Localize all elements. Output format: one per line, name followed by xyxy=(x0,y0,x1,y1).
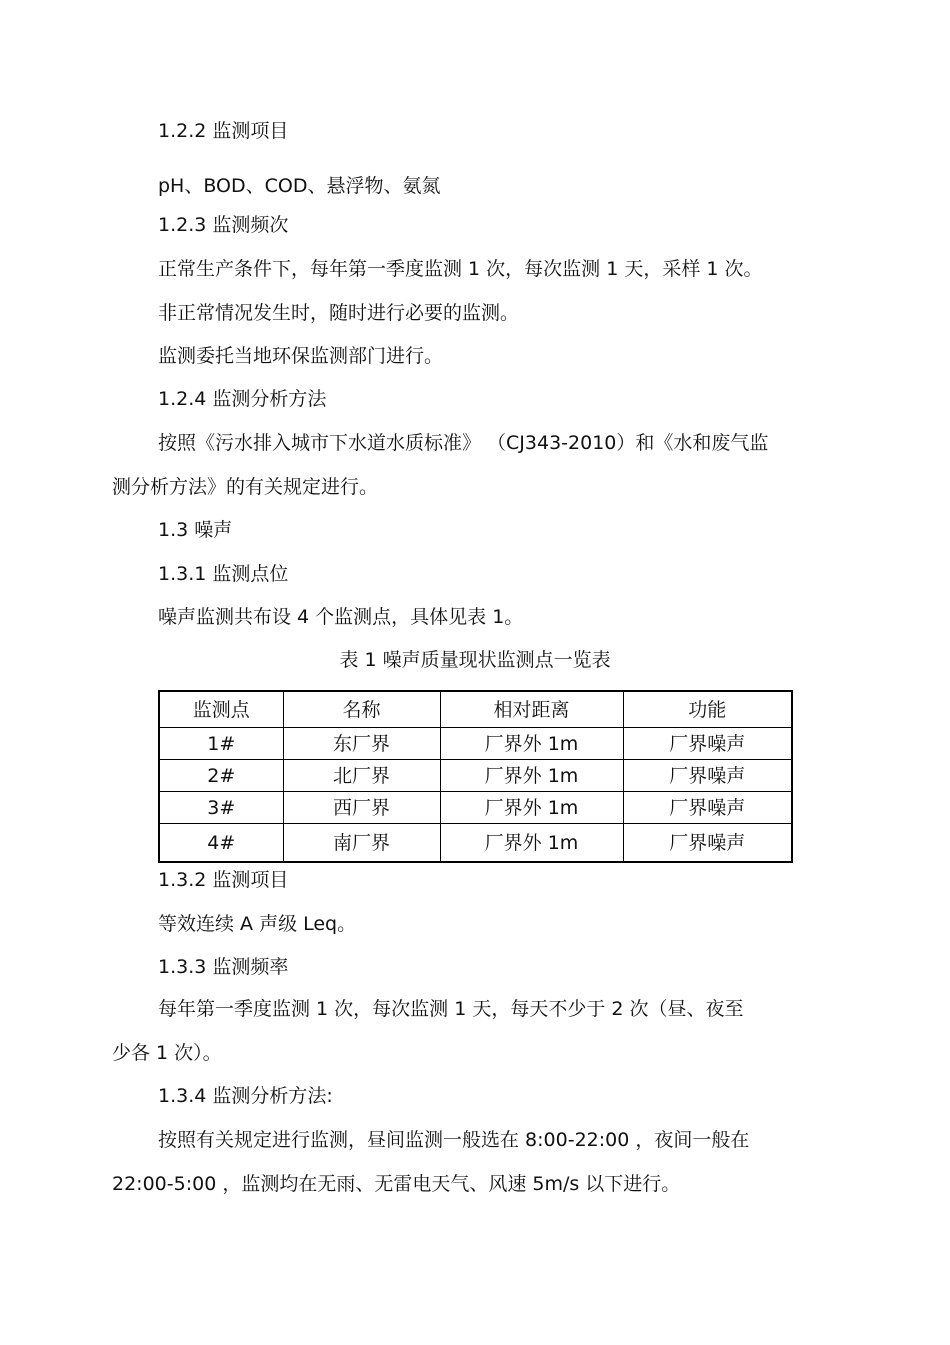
line-3: 1.2.3 监测频次 xyxy=(158,214,289,236)
table-cell: 厂界噪声 xyxy=(623,824,792,863)
table-cell: 3# xyxy=(159,792,283,824)
line-10: 1.3 噪声 xyxy=(158,519,233,541)
table-cell: 南厂界 xyxy=(283,824,440,863)
table-cell: 东厂界 xyxy=(283,728,440,760)
line-13: 1.3.2 监测项目 xyxy=(158,869,289,891)
table-caption: 表 1 噪声质量现状监测点一览表 xyxy=(339,649,611,671)
line-11: 1.3.1 监测点位 xyxy=(158,563,289,585)
table-row xyxy=(159,760,792,792)
table-header-cell: 相对距离 xyxy=(440,691,623,728)
line-18: 1.3.4 监测分析方法: xyxy=(158,1085,333,1107)
table-cell: 厂界外 1m xyxy=(440,824,623,863)
table-cell: 厂界外 1m xyxy=(440,760,623,792)
line-17: 少各 1 次）。 xyxy=(112,1042,222,1064)
monitoring-points-table xyxy=(158,690,793,863)
line-5: 非正常情况发生时，随时进行必要的监测。 xyxy=(158,302,520,324)
table-cell: 厂界噪声 xyxy=(623,728,792,760)
table-header-cell: 功能 xyxy=(623,691,792,728)
line-14: 等效连续 A 声级 Leq。 xyxy=(158,913,357,935)
line-15: 1.3.3 监测频率 xyxy=(158,956,289,978)
table-row xyxy=(159,824,792,863)
table-header-cell: 名称 xyxy=(283,691,440,728)
line-8: 按照《污水排入城市下水道水质标准》 （CJ343-2010）和《水和废气监 xyxy=(158,432,769,454)
table-row xyxy=(159,792,792,824)
line-1: 1.2.2 监测项目 xyxy=(158,120,289,142)
line-16: 每年第一季度监测 1 次，每次监测 1 天，每天不少于 2 次（昼、夜至 xyxy=(158,998,744,1020)
table-cell: 1# xyxy=(159,728,283,760)
line-6: 监测委托当地环保监测部门进行。 xyxy=(158,345,444,367)
table-cell: 厂界噪声 xyxy=(623,760,792,792)
line-4: 正常生产条件下，每年第一季度监测 1 次，每次监测 1 天，采样 1 次。 xyxy=(158,258,763,280)
table-cell: 西厂界 xyxy=(283,792,440,824)
table-header-cell: 监测点 xyxy=(159,691,283,728)
table-cell: 4# xyxy=(159,824,283,863)
table-cell: 2# xyxy=(159,760,283,792)
table-cell: 北厂界 xyxy=(283,760,440,792)
line-7: 1.2.4 监测分析方法 xyxy=(158,388,327,410)
line-9: 测分析方法》的有关规定进行。 xyxy=(112,476,379,498)
table-row xyxy=(159,728,792,760)
line-20: 22:00-5:00 ，监测均在无雨、无雷电天气、风速 5m/s 以下进行。 xyxy=(112,1173,681,1195)
line-12: 噪声监测共布设 4 个监测点，具体见表 1。 xyxy=(158,606,524,628)
table-header-row xyxy=(159,691,792,728)
line-2: pH、BOD、COD、悬浮物、氨氮 xyxy=(158,175,441,197)
line-19: 按照有关规定进行监测，昼间监测一般选在 8:00-22:00 ，夜间一般在 xyxy=(158,1129,750,1151)
table-cell: 厂界外 1m xyxy=(440,728,623,760)
table-cell: 厂界外 1m xyxy=(440,792,623,824)
table-cell: 厂界噪声 xyxy=(623,792,792,824)
